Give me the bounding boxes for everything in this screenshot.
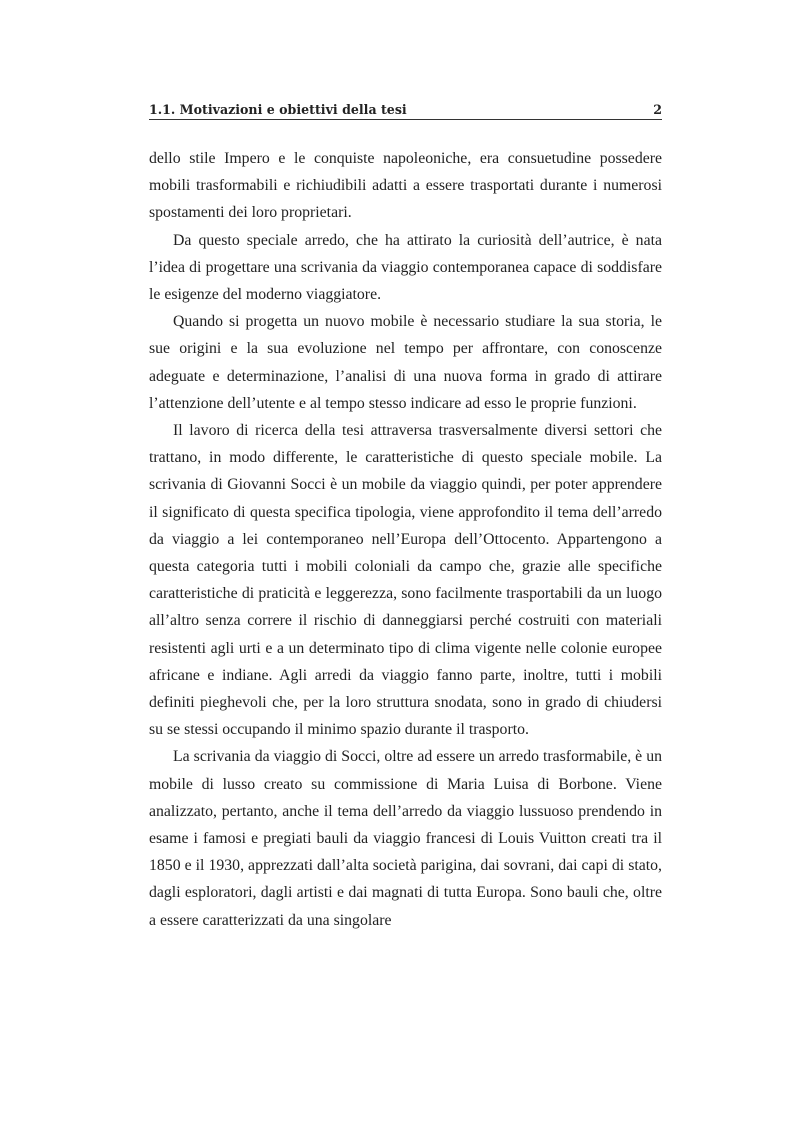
body-text — [149, 145, 662, 934]
paragraph: Il lavoro di ricerca della tesi attraversa trasversalmente diversi settori che trattano, in modo differente, le caratteristiche di questo speciale mobile. La scrivania di Giovanni Socci è un mobile da viaggio quindi, per poter apprendere il significato di questa specifica tipologia, viene approfondito il tema dell’arredo da viaggio a lei contemporaneo nell’Europa dell’Ottocento. Appartengono a questa categoria tutti i mobili coloniali da campo che, grazie alle specifiche caratteristiche di praticità e leggerezza, sono facilmente trasportabili da un luogo all’altro senza correre il rischio di danneggiarsi perché costruiti con materiali resistenti agli urti e a un determinato tipo di clima vigente nelle colonie europee africane e indiane. Agli arredi da viaggio fanno parte, inoltre, tutti i mobili definiti pieghevoli che, per la loro struttura snodata, sono in grado di chiudersi su se stessi occupando il minimo spazio durante il trasporto. — [149, 422, 662, 739]
page-number: 2 — [653, 102, 662, 117]
paragraph: Quando si progetta un nuovo mobile è necessario studiare la sua storia, le sue origini e la sua evoluzione nel tempo per affrontare, con conoscenze adeguate e determinazione, l’analisi di una nuova forma in grado di attirare l’attenzione dell’utente e al tempo stesso indicare ad esso le proprie funzioni. — [149, 313, 662, 412]
section-title: 1.1. Motivazioni e obiettivi della tesi — [149, 102, 407, 117]
paragraph: La scrivania da viaggio di Socci, oltre ad essere un arredo trasformabile, è un mobile di lusso creato su commissione di Maria Luisa di Borbone. Viene analizzato, pertanto, anche il tema dell’arredo da viaggio lussuoso prendendo in esame i famosi e pregiati bauli da viaggio francesi di Louis Vuitton creati tra il 1850 e il 1930, apprezzati dall’alta società parigina, dai sovrani, dai capi di stato, dagli esploratori, dagli artisti e dai magnati di tutta Europa. Sono bauli che, oltre a essere caratterizzati da una singolare — [149, 748, 662, 929]
running-header — [149, 101, 662, 120]
paragraph: Da questo speciale arredo, che ha attirato la curiosità dell’autrice, è nata l’idea di progettare una scrivania da viaggio contemporanea capace di soddisfare le esigenze del moderno viaggiatore. — [149, 231, 662, 304]
paragraph: dello stile Impero e le conquiste napoleoniche, era consuetudine possedere mobili trasformabili e richiudibili adatti a essere trasportati durante i numerosi spostamenti dei loro proprietari. — [149, 150, 662, 222]
